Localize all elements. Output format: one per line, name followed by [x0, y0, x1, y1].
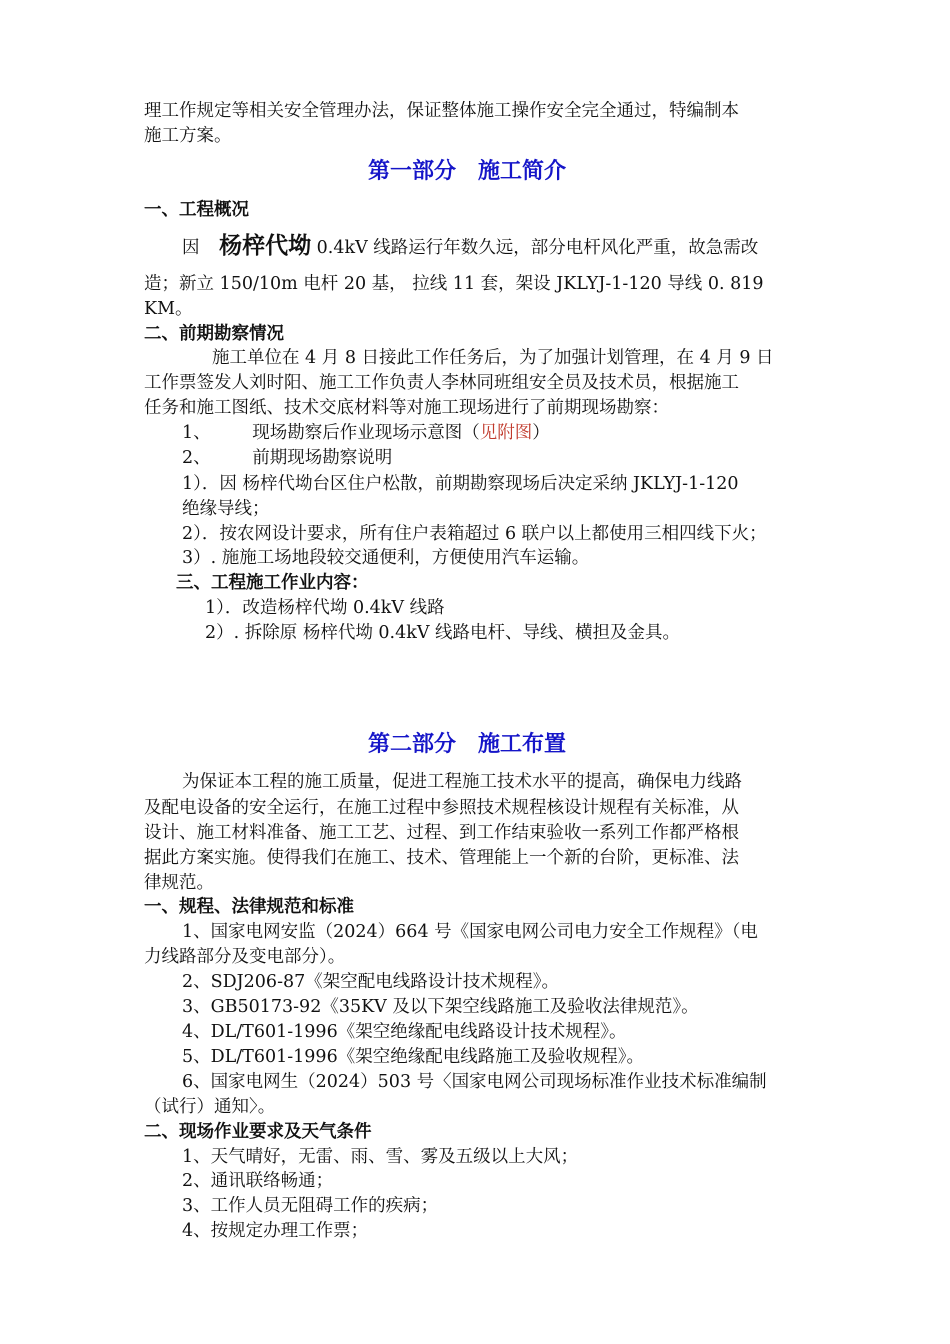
- survey-sub-1-line1: 1）．因 杨梓代坳台区住户松散，前期勘察现场后决定采纳 JKLYJ-1-120: [182, 474, 739, 494]
- standard-2: 2、SDJ206-87《架空配电线路设计技术规程》。: [182, 972, 560, 992]
- appendix-link[interactable]: 见附图: [479, 423, 533, 443]
- part2-para-line3: 设计、施工材料准备、施工工艺、过程、到工作结束验收一系列工作都严格根: [144, 823, 739, 843]
- part1-title: 第一部分 施工简介: [368, 159, 567, 184]
- part1-heading-3: 三、工程施工作业内容：: [176, 573, 369, 593]
- part1-para2-line2: 工作票签发人刘时阳、施工工作负责人李林同班组安全员及技术员，根据施工: [144, 373, 739, 393]
- part1-para1-line3: KM。: [144, 299, 193, 319]
- standard-6-line2: （试行）通知〉。: [144, 1097, 276, 1117]
- survey-item-1-close: ）: [532, 423, 550, 443]
- requirement-4: 4、按规定办理工作票；: [182, 1221, 369, 1241]
- survey-item-1-text: 现场勘察后作业现场示意图（: [252, 423, 480, 443]
- survey-item-1-num: 1、: [182, 423, 211, 443]
- part1-heading-2: 二、前期勘察情况: [144, 324, 284, 344]
- survey-item-2-num: 2、: [182, 448, 211, 468]
- requirement-3: 3、工作人员无阻碍工作的疾病；: [182, 1196, 439, 1216]
- standard-3: 3、GB50173-92《35KV 及以下架空线路施工及验收法律规范》。: [182, 997, 699, 1017]
- part2-para-line4: 据此方案实施。使得我们在施工、技术、管理能上一个新的台阶，更标准、法: [144, 848, 739, 868]
- standard-4: 4、DL/T601-1996《架空绝缘配电线路设计技术规程》。: [182, 1022, 627, 1042]
- standard-5: 5、DL/T601-1996《架空绝缘配电线路施工及验收规程》。: [182, 1047, 644, 1067]
- para1-prefix: 因: [182, 238, 200, 258]
- part2-title: 第二部分 施工布置: [368, 732, 567, 757]
- survey-sub-1-line2: 绝缘导线；: [182, 499, 270, 519]
- standard-1-line1: 1、国家电网安监（2024）664 号《国家电网公司电力安全工作规程》（电: [182, 922, 758, 942]
- intro-line-1: 理工作规定等相关安全管理办法，保证整体施工操作安全完全通过，特编制本: [144, 101, 739, 121]
- work-item-2: 2）. 拆除原 杨梓代坳 0.4kV 线路电杆、导线、横担及金具。: [205, 623, 681, 643]
- standard-1-line2: 力线路部分及变电部分）。: [144, 947, 346, 967]
- part2-heading-1: 一、规程、法律规范和标准: [144, 897, 354, 917]
- part2-heading-2: 二、现场作业要求及天气条件: [144, 1122, 372, 1142]
- work-item-1: 1）．改造杨梓代坳 0.4kV 线路: [205, 598, 445, 618]
- part2-para-line5: 律规范。: [144, 873, 214, 893]
- part1-para1-line1: [182, 234, 758, 260]
- project-name: 杨梓代坳: [219, 233, 312, 259]
- survey-sub-3: 3）. 施施工场地段较交通便利，方便使用汽车运输。: [182, 548, 590, 568]
- survey-item-2-text: 前期现场勘察说明: [252, 448, 393, 468]
- para1-rest: 0.4kV 线路运行年数久远，部分电杆风化严重，故急需改: [316, 238, 759, 258]
- requirement-2: 2、通讯联络畅通；: [182, 1171, 334, 1191]
- part1-para2-line3: 任务和施工图纸、技术交底材料等对施工现场进行了前期现场勘察：: [144, 398, 669, 418]
- survey-sub-2: 2）．按农网设计要求，所有住户表箱超过 6 联户以上都使用三相四线下火；: [182, 524, 767, 544]
- part1-para1-line2: 造；新立 150/10m 电杆 20 基， 拉线 11 套，架设 JKLYJ-1-120 导线 0. 819: [144, 274, 764, 294]
- part2-para-line1: 为保证本工程的施工质量，促进工程施工技术水平的提高，确保电力线路: [182, 772, 742, 792]
- survey-item-2: [182, 446, 392, 470]
- part1-heading-1: 一、工程概况: [144, 200, 249, 220]
- survey-item-1: [182, 421, 550, 445]
- part2-para-line2: 及配电设备的安全运行，在施工过程中参照技术规程核设计规程有关标准，从: [144, 798, 739, 818]
- requirement-1: 1、天气晴好，无雷、雨、雪、雾及五级以上大风；: [182, 1147, 579, 1167]
- standard-6-line1: 6、国家电网生（2024）503 号〈国家电网公司现场标准作业技术标准编制: [182, 1072, 767, 1092]
- intro-line-2: 施工方案。: [144, 126, 232, 146]
- part1-para2-line1: 施工单位在 4 月 8 日接此工作任务后，为了加强计划管理，在 4 月 9 日: [212, 348, 774, 368]
